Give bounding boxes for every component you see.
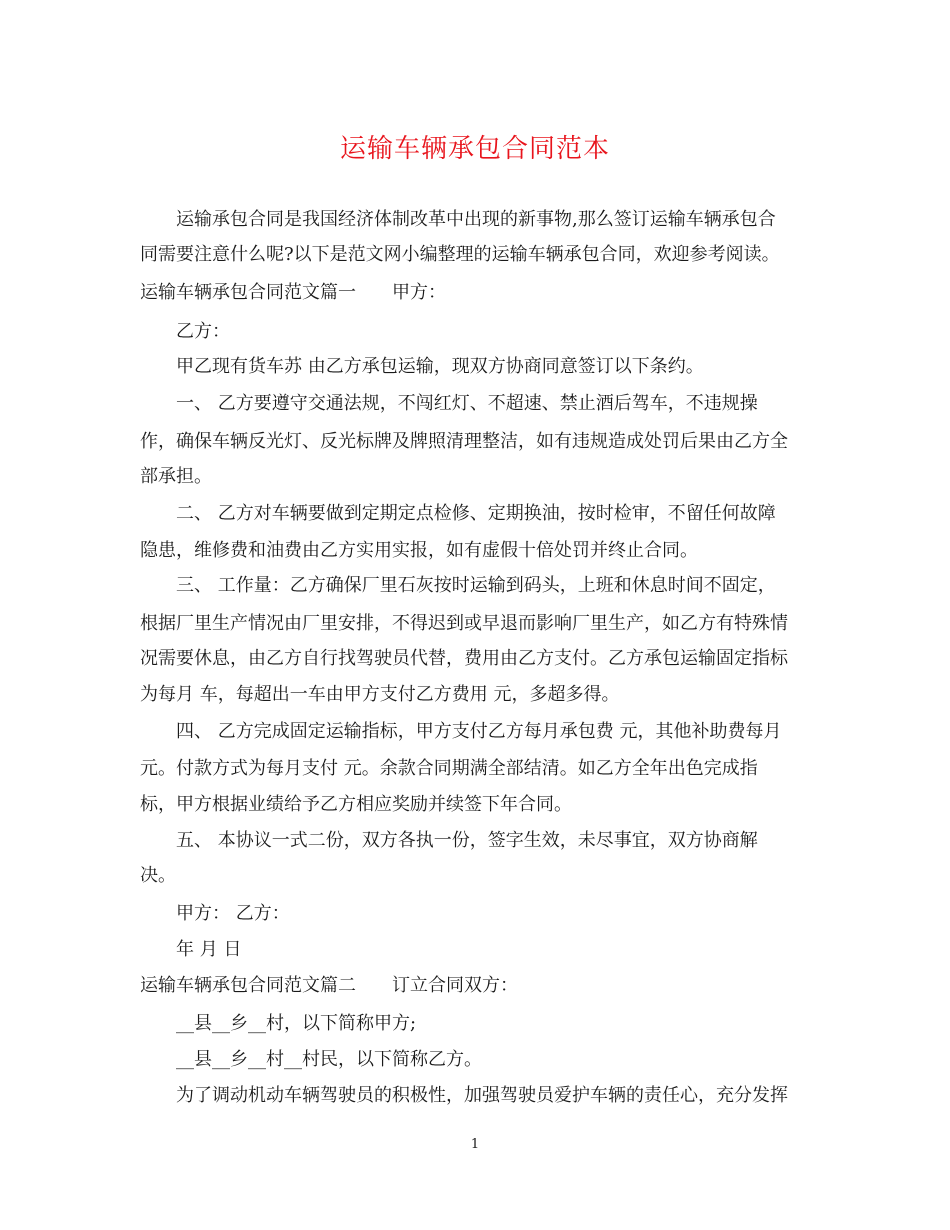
clause-line: 况需要休息，由乙方自行找驾驶员代替，费用由乙方支付。乙方承包运输固定指标 xyxy=(140,648,788,669)
section-heading-row xyxy=(140,281,446,305)
clause-line: 标，甲方根据业绩给予乙方相应奖励并续签下年合同。 xyxy=(140,794,572,815)
page-number: 1 xyxy=(470,1137,480,1152)
clause-line: 作，确保车辆反光灯、反光标牌及牌照清理整洁，如有违规造成处罚后果由乙方全 xyxy=(140,431,788,452)
clause-line: 元。付款方式为每月支付 元。余款合同期满全部结清。如乙方全年出色完成指 xyxy=(140,758,758,779)
clause-line: 四、 乙方完成固定运输指标，甲方支付乙方每月承包费 元，其他补助费每月 xyxy=(176,721,782,742)
clause-line: 二、 乙方对车辆要做到定期定点检修、定期换油，按时检审，不留任何故障 xyxy=(176,503,776,524)
paragraph-line: 为了调动机动车辆驾驶员的积极性，加强驾驶员爱护车辆的责任心，充分发挥 xyxy=(176,1085,788,1106)
party-line: __县__乡__村__村民，以下简称乙方。 xyxy=(176,1049,482,1070)
clause-line: 为每月 车，每超出一车由甲方支付乙方费用 元，多超多得。 xyxy=(140,684,620,705)
paragraph-line: 运输承包合同是我国经济体制改革中出现的新事物,那么签订运输车辆承包合 xyxy=(176,209,776,230)
clause-line: 根据厂里生产情况由厂里安排，不得迟到或早退而影响厂里生产，如乙方有特殊情 xyxy=(140,613,788,634)
signature-parties: 甲方： 乙方： xyxy=(176,903,290,924)
party-line: __县__乡__村，以下简称甲方; xyxy=(176,1013,417,1034)
party-b-label: 乙方： xyxy=(176,321,230,342)
paragraph-line: 甲乙现有货车苏 由乙方承包运输，现双方协商同意签订以下条约。 xyxy=(176,356,704,377)
party-a-label: 甲方： xyxy=(392,282,446,303)
clause-line: 部承担。 xyxy=(140,466,212,487)
clause-line: 五、 本协议一式二份，双方各执一份，签字生效，未尽事宜，双方协商解 xyxy=(176,830,758,851)
contract-parties-label: 订立合同双方： xyxy=(392,975,518,996)
section-heading-row xyxy=(140,974,518,998)
signature-date: 年 月 日 xyxy=(176,939,242,960)
clause-line: 一、 乙方要遵守交通法规，不闯红灯、不超速、禁止酒后驾车，不违规操 xyxy=(176,393,758,414)
section-heading: 运输车辆承包合同范文篇一 xyxy=(140,282,356,303)
clause-line: 决。 xyxy=(140,865,176,886)
clause-line: 隐患，维修费和油费由乙方实用实报，如有虚假十倍处罚并终止合同。 xyxy=(140,540,698,561)
section-heading: 运输车辆承包合同范文篇二 xyxy=(140,975,356,996)
document-title: 运输车辆承包合同范本 xyxy=(339,134,610,164)
paragraph-line: 同需要注意什么呢?以下是范文网小编整理的运输车辆承包合同，欢迎参考阅读。 xyxy=(140,244,780,265)
clause-line: 三、 工作量：乙方确保厂里石灰按时运输到码头，上班和休息时间不固定， xyxy=(176,575,776,596)
